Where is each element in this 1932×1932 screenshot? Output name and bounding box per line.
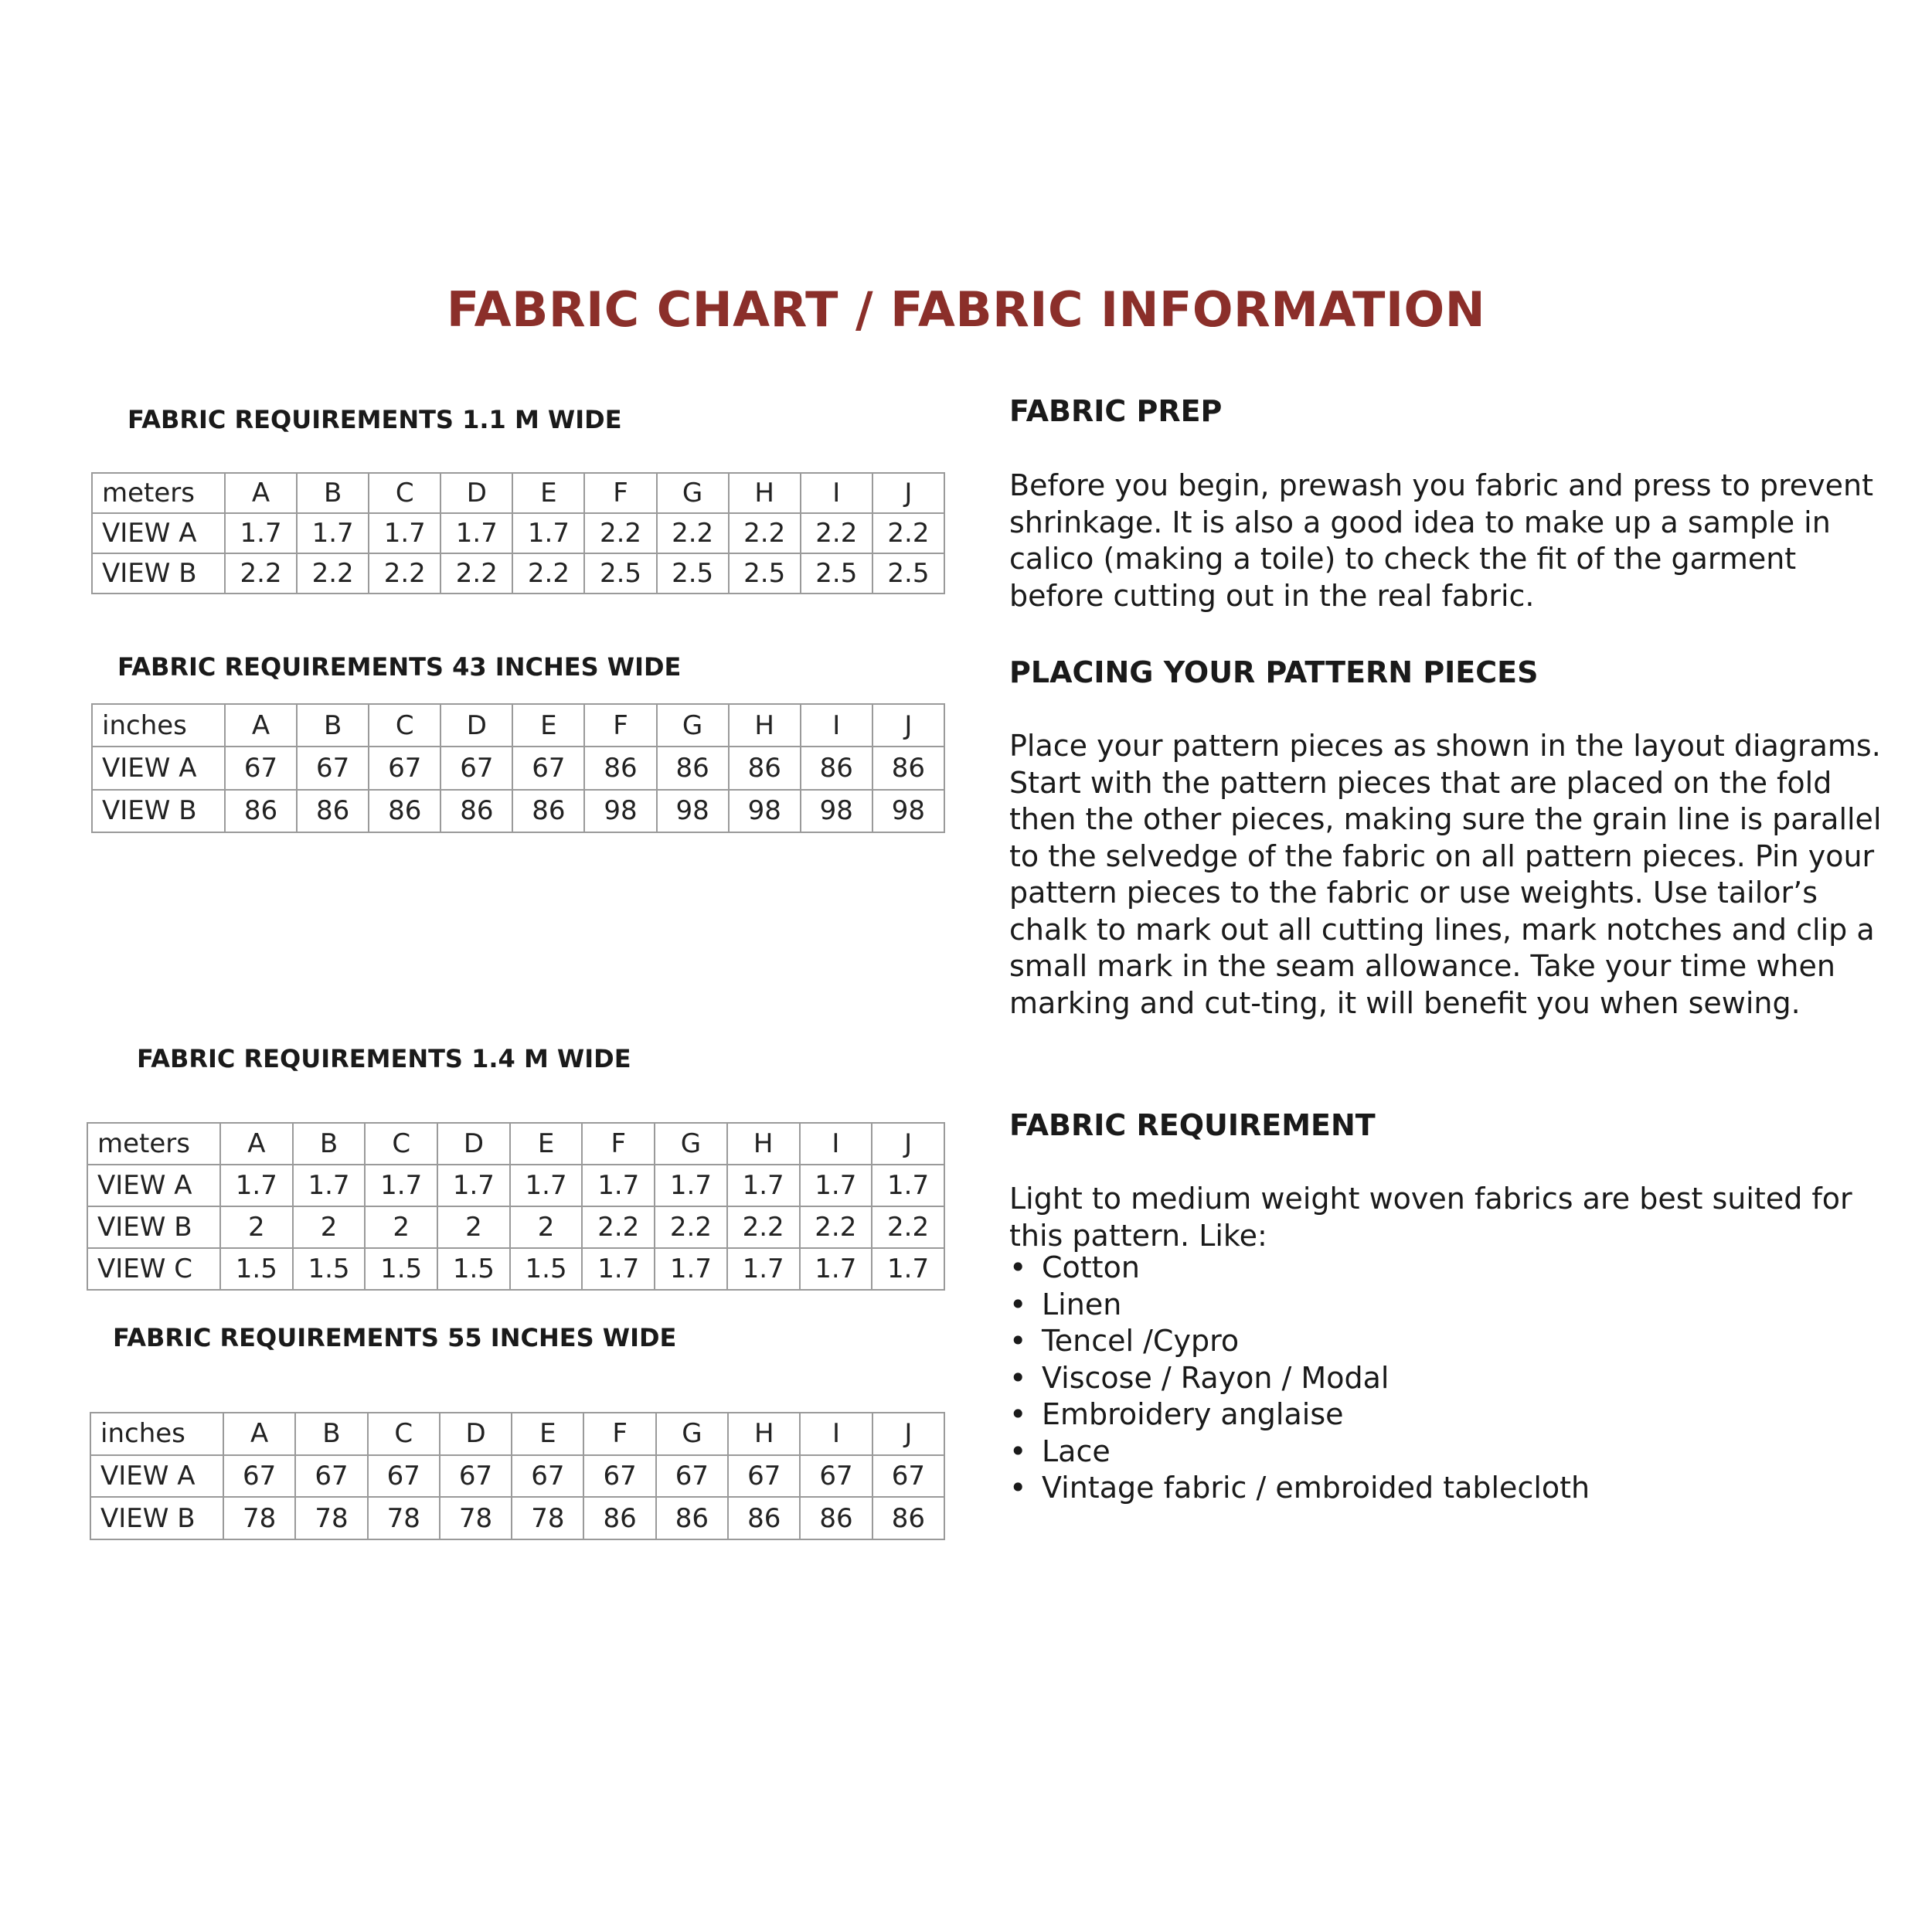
size-header-cell: B (297, 704, 369, 747)
value-cell: 2.2 (297, 553, 369, 594)
value-cell: 78 (512, 1497, 583, 1539)
placing-pattern-text: Place your pattern pieces as shown in the layout diagrams. Start with the pattern pieces that are placed on the fold then the other pieces, making sure the grain line is parallel to the selvedge of the fabric on all pattern pieces. Pin your pattern pieces to the fabric or use weights. Use tailor’s chalk to mark out all cutting lines, mark notches and clip a small mark in the seam allowance. Take your time when marking and cut-ting, it will benefit you when sewing. (1009, 729, 1882, 1020)
value-cell: 67 (800, 1455, 872, 1498)
value-cell: 2 (437, 1206, 510, 1248)
value-cell: 67 (369, 747, 440, 789)
value-cell: 86 (728, 1497, 800, 1539)
table-row (87, 1165, 944, 1206)
value-cell: 67 (295, 1455, 367, 1498)
value-cell: 67 (872, 1455, 944, 1498)
value-cell: 1.5 (437, 1248, 510, 1290)
value-cell: 86 (656, 1497, 728, 1539)
value-cell: 2.2 (225, 553, 297, 594)
size-header-cell: G (657, 473, 729, 513)
size-header-cell: J (872, 1413, 944, 1455)
size-header-cell: D (440, 1413, 512, 1455)
view-label-cell: VIEW A (87, 1165, 220, 1206)
size-header-cell: H (729, 473, 801, 513)
fabric-table-55in (90, 1412, 945, 1540)
value-cell: 1.5 (220, 1248, 293, 1290)
value-cell: 86 (583, 1497, 655, 1539)
value-cell: 1.7 (440, 513, 512, 553)
size-header-cell: E (512, 704, 584, 747)
value-cell: 2.2 (872, 513, 944, 553)
value-cell: 1.7 (225, 513, 297, 553)
value-cell: 2.2 (657, 513, 729, 553)
fabric-requirement-heading: FABRIC REQUIREMENT (1009, 1108, 1376, 1142)
size-header-cell: I (800, 1123, 872, 1165)
value-cell: 86 (801, 747, 872, 789)
size-header-cell: C (369, 704, 440, 747)
value-cell: 1.7 (582, 1165, 655, 1206)
table-row (92, 747, 944, 789)
table-title-1-1m: FABRIC REQUIREMENTS 1.1 M WIDE (128, 405, 622, 434)
value-cell: 67 (440, 747, 512, 789)
value-cell: 1.7 (369, 513, 440, 553)
size-header-cell: F (583, 1413, 655, 1455)
list-item: • Cotton (1009, 1250, 1590, 1287)
list-item: • Lace (1009, 1434, 1590, 1471)
fabric-type-list (1009, 1250, 1590, 1507)
view-label-cell: VIEW B (90, 1497, 223, 1539)
size-header-cell: E (512, 1413, 583, 1455)
size-header-cell: D (440, 473, 512, 513)
value-cell: 1.5 (293, 1248, 366, 1290)
table-title-55in: FABRIC REQUIREMENTS 55 INCHES WIDE (113, 1323, 677, 1352)
size-header-cell: D (437, 1123, 510, 1165)
value-cell: 1.5 (510, 1248, 583, 1290)
value-cell: 86 (225, 790, 297, 832)
size-header-cell: E (510, 1123, 583, 1165)
list-item: • Embroidery anglaise (1009, 1396, 1590, 1434)
value-cell: 2.5 (584, 553, 656, 594)
value-cell: 86 (872, 747, 944, 789)
value-cell: 67 (512, 1455, 583, 1498)
value-cell: 78 (295, 1497, 367, 1539)
value-cell: 2.2 (582, 1206, 655, 1248)
value-cell: 2 (220, 1206, 293, 1248)
fabric-prep-text: Before you begin, prewash you fabric and press to prevent shrinkage. It is also a good idea to make up a sample in calico (making a toile) to check the fit of the garment before cutting out in the real fabric. (1009, 468, 1873, 613)
value-cell: 86 (584, 747, 656, 789)
fabric-requirement-text: Light to medium weight woven fabrics are best suited for this pattern. Like: (1009, 1182, 1852, 1253)
value-cell: 2.5 (729, 553, 801, 594)
value-cell: 2.2 (800, 1206, 872, 1248)
value-cell: 2.5 (657, 553, 729, 594)
value-cell: 67 (297, 747, 369, 789)
size-header-cell: H (727, 1123, 800, 1165)
value-cell: 1.7 (727, 1248, 800, 1290)
value-cell: 1.7 (220, 1165, 293, 1206)
table-title-43in: FABRIC REQUIREMENTS 43 INCHES WIDE (117, 652, 682, 682)
value-cell: 2.2 (729, 513, 801, 553)
value-cell: 67 (728, 1455, 800, 1498)
value-cell: 2.5 (801, 553, 872, 594)
value-cell: 98 (801, 790, 872, 832)
view-label-cell: VIEW A (92, 513, 225, 553)
size-header-cell: H (728, 1413, 800, 1455)
value-cell: 1.7 (800, 1248, 872, 1290)
size-header-cell: I (801, 473, 872, 513)
value-cell: 1.7 (872, 1165, 944, 1206)
value-cell: 2.2 (440, 553, 512, 594)
value-cell: 98 (872, 790, 944, 832)
value-cell: 2.2 (655, 1206, 727, 1248)
value-cell: 67 (656, 1455, 728, 1498)
list-item: • Vintage fabric / embroided tablecloth (1009, 1470, 1590, 1507)
view-label-cell: VIEW A (92, 747, 225, 789)
value-cell: 67 (223, 1455, 295, 1498)
value-cell: 2 (365, 1206, 437, 1248)
value-cell: 2.2 (584, 513, 656, 553)
list-item: • Linen (1009, 1287, 1590, 1324)
size-header-cell: E (512, 473, 584, 513)
value-cell: 86 (872, 1497, 944, 1539)
value-cell: 86 (512, 790, 584, 832)
list-item: • Viscose / Rayon / Modal (1009, 1360, 1590, 1397)
value-cell: 86 (657, 747, 729, 789)
size-header-cell: J (872, 1123, 944, 1165)
unit-header-cell: inches (90, 1413, 223, 1455)
value-cell: 67 (583, 1455, 655, 1498)
size-header-cell: A (223, 1413, 295, 1455)
value-cell: 2.2 (801, 513, 872, 553)
unit-header-cell: meters (92, 473, 225, 513)
fabric-table-1-4m (87, 1122, 945, 1291)
size-header-cell: B (297, 473, 369, 513)
value-cell: 86 (440, 790, 512, 832)
value-cell: 78 (368, 1497, 440, 1539)
value-cell: 67 (368, 1455, 440, 1498)
value-cell: 2 (293, 1206, 366, 1248)
value-cell: 67 (225, 747, 297, 789)
value-cell: 98 (729, 790, 801, 832)
value-cell: 86 (369, 790, 440, 832)
size-header-cell: C (368, 1413, 440, 1455)
table-row (87, 1248, 944, 1290)
table-row (92, 553, 944, 594)
unit-header-cell: inches (92, 704, 225, 747)
fabric-table-43in (91, 703, 945, 833)
size-header-cell: G (655, 1123, 727, 1165)
placing-pattern-heading: PLACING YOUR PATTERN PIECES (1009, 655, 1539, 689)
size-header-cell: H (729, 704, 801, 747)
value-cell: 86 (800, 1497, 872, 1539)
size-header-cell: B (293, 1123, 366, 1165)
value-cell: 1.7 (800, 1165, 872, 1206)
size-header-cell: I (800, 1413, 872, 1455)
value-cell: 1.7 (872, 1248, 944, 1290)
size-header-cell: C (365, 1123, 437, 1165)
unit-header-cell: meters (87, 1123, 220, 1165)
value-cell: 98 (657, 790, 729, 832)
value-cell: 78 (440, 1497, 512, 1539)
view-label-cell: VIEW B (92, 553, 225, 594)
value-cell: 2 (510, 1206, 583, 1248)
value-cell: 1.7 (293, 1165, 366, 1206)
size-header-cell: G (657, 704, 729, 747)
table-row (92, 790, 944, 832)
value-cell: 2.2 (512, 553, 584, 594)
value-cell: 1.7 (582, 1248, 655, 1290)
page-title: FABRIC CHART / FABRIC INFORMATION (446, 281, 1486, 338)
size-header-cell: B (295, 1413, 367, 1455)
value-cell: 2.2 (727, 1206, 800, 1248)
value-cell: 86 (297, 790, 369, 832)
table-row (90, 1455, 944, 1498)
value-cell: 67 (512, 747, 584, 789)
size-header-cell: J (872, 473, 944, 513)
view-label-cell: VIEW A (90, 1455, 223, 1498)
size-header-cell: I (801, 704, 872, 747)
size-header-cell: F (584, 473, 656, 513)
fabric-prep-heading: FABRIC PREP (1009, 394, 1223, 428)
value-cell: 78 (223, 1497, 295, 1539)
value-cell: 1.7 (655, 1165, 727, 1206)
size-header-cell: G (656, 1413, 728, 1455)
size-header-cell: A (225, 473, 297, 513)
value-cell: 1.5 (365, 1248, 437, 1290)
value-cell: 2.2 (369, 553, 440, 594)
size-header-cell: F (584, 704, 656, 747)
value-cell: 2.2 (872, 1206, 944, 1248)
size-header-cell: C (369, 473, 440, 513)
table-row (87, 1206, 944, 1248)
size-header-cell: A (225, 704, 297, 747)
value-cell: 1.7 (437, 1165, 510, 1206)
table-title-1-4m: FABRIC REQUIREMENTS 1.4 M WIDE (137, 1044, 631, 1073)
view-label-cell: VIEW B (87, 1206, 220, 1248)
value-cell: 67 (440, 1455, 512, 1498)
view-label-cell: VIEW B (92, 790, 225, 832)
table-row (92, 513, 944, 553)
size-header-cell: A (220, 1123, 293, 1165)
size-header-cell: J (872, 704, 944, 747)
value-cell: 1.7 (297, 513, 369, 553)
value-cell: 1.7 (510, 1165, 583, 1206)
value-cell: 2.5 (872, 553, 944, 594)
value-cell: 86 (729, 747, 801, 789)
value-cell: 98 (584, 790, 656, 832)
view-label-cell: VIEW C (87, 1248, 220, 1290)
fabric-table-1-1m (91, 472, 945, 594)
table-row (90, 1497, 944, 1539)
size-header-cell: D (440, 704, 512, 747)
list-item: • Tencel /Cypro (1009, 1323, 1590, 1360)
value-cell: 1.7 (365, 1165, 437, 1206)
value-cell: 1.7 (655, 1248, 727, 1290)
size-header-cell: F (582, 1123, 655, 1165)
value-cell: 1.7 (512, 513, 584, 553)
value-cell: 1.7 (727, 1165, 800, 1206)
